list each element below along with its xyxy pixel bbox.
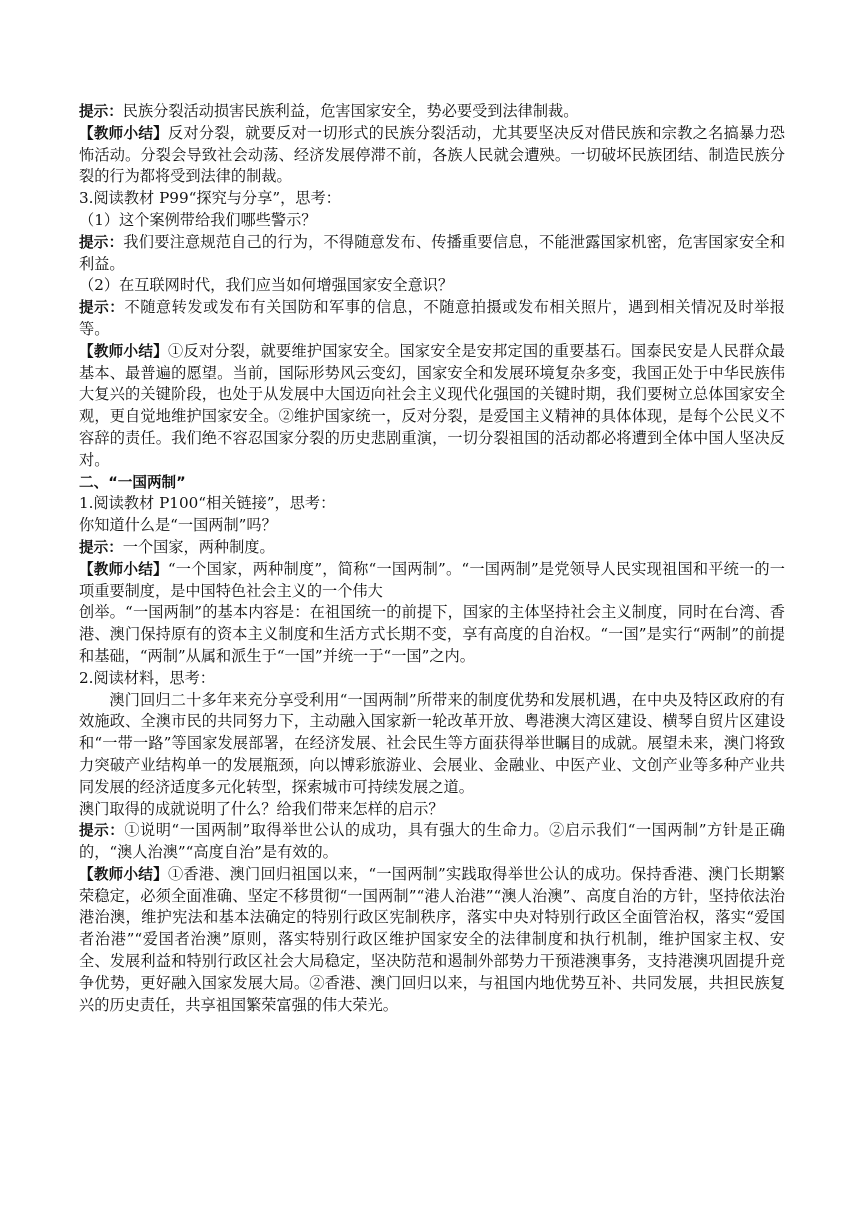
hint-text: 我们要注意规范自己的行为，不得随意发布、传播重要信息，不能泄露国家机密，危害国家安全和利益。: [79, 232, 785, 273]
question: 你知道什么是“一国两制”吗？: [79, 516, 277, 535]
hint-paragraph: [79, 537, 785, 559]
question: （1）这个案例带给我们哪些警示？: [79, 210, 317, 229]
hint-label: 提示：: [79, 233, 124, 251]
teacher-summary-paragraph: [79, 123, 785, 188]
teacher-summary-text: ①反对分裂，就要维护国家安全。国家安全是安邦定国的重要基石。国泰民安是人民群众最基本、最普遍的愿望。当前，国际形势风云变幻，国家安全和发展环境复杂多变，我国正处于中华民族伟大复兴的关键阶段，也处于从发展中大国迈向社会主义现代化强国的关键时期，我们要树立总体国家安全观，更自觉地维护国家安全。②维护国家统一，反对分裂，是爱国主义精神的具体体现，是每个公民义不容辞的责任。我们绝不容忍国家分裂的历史悲剧重演，一切分裂祖国的活动都必将遭到全体中国人坚决反对。: [79, 341, 785, 469]
teacher-summary-text: 反对分裂，就要反对一切形式的民族分裂活动，尤其要坚决反对借民族和宗教之名搞暴力恐怖活动。分裂会导致社会动荡、经济发展停滞不前，各族人民就会遭殃。一切破坏民族团结、制造民族分裂的行为都将受到法律的制裁。: [79, 123, 785, 186]
teacher-summary-label: 【教师小结】: [79, 865, 168, 883]
teacher-summary-label: 【教师小结】: [79, 342, 169, 360]
teacher-summary-paragraph: [79, 341, 785, 472]
hint-paragraph: [79, 232, 785, 276]
hint-text: 民族分裂活动损害民族利益，危害国家安全，势必要受到法律制裁。: [122, 102, 579, 120]
hint-text: ①说明“一国两制”取得举世公认的成功，具有强大的生命力。②启示我们“一国两制”方针是正确的，“澳人治澳”“高度自治”是有效的。: [79, 821, 785, 862]
question: （2）在互联网时代，我们应当如何增强国家安全意识？: [79, 276, 454, 295]
hint-paragraph: [79, 820, 785, 864]
hint-paragraph: [79, 297, 785, 341]
teacher-summary-label: 【教师小结】: [79, 124, 169, 142]
hint-label: 提示：: [79, 103, 123, 120]
hint-label: 提示：: [79, 538, 123, 556]
hint-paragraph: [79, 101, 785, 123]
hint-text: 一个国家，两种制度。: [122, 537, 275, 556]
reading-material: 澳门回归二十多年来充分享受利用“一国两制”所带来的制度优势和发展机遇，在中央及特区政府的有效施政、全澳市民的共同努力下，主动融入国家新一轮改革开放、粤港澳大湾区建设、横琴自贸片区建设和“一带一路”等国家发展部署，在经济发展、社会民生等方面获得举世瞩目的成就。展望未来，澳门将致力突破产业结构单一的发展瓶颈，向以博彩旅游业、会展业、金融业、中医产业、文创产业等多种产业共同发展的经济适度多元化转型，探索城市可持续发展之道。: [79, 690, 785, 796]
hint-text: 不随意转发或发布有关国防和军事的信息，不随意拍摄或发布相关照片，遇到相关情况及时举报等。: [79, 298, 785, 338]
teacher-summary-paragraph: [79, 864, 785, 1017]
teacher-summary-label: 【教师小结】: [79, 560, 168, 578]
reading-task: 1.阅读教材 P100“相关链接”，思考：: [79, 494, 336, 513]
section-heading: 二、“一国两制”: [79, 473, 186, 491]
reading-task: 3.阅读教材 P99“探究与分享”，思考：: [79, 189, 341, 208]
hint-label: 提示：: [79, 299, 125, 317]
body-paragraph: 创举。“一国两制”的基本内容是：在祖国统一的前提下，国家的主体坚持社会主义制度，同时在台湾、香港、澳门保持原有的资本主义制度和生活方式长期不变，享有高度的自治权。“一国”是实行“两制”的前提和基础，“两制”从属和派生于“一国”并统一于“一国”之内。: [79, 603, 785, 665]
teacher-summary-text: ①香港、澳门回归祖国以来，“一国两制”实践取得举世公认的成功。保持香港、澳门长期繁荣稳定，必须全面准确、坚定不移贯彻“一国两制”“港人治港”“澳人治澳”、高度自治的方针，坚持依法治港治澳，维护宪法和基本法确定的特别行政区宪制秩序，落实中央对特别行政区全面管治权，落实“爱国者治港”“爱国者治澳”原则，落实特别行政区维护国家安全的法律制度和执行机制，维护国家主权、安全、发展利益和特别行政区社会大局稳定，坚决防范和遏制外部势力干预港澳事务，支持港澳巩固提升竞争优势，更好融入国家发展大局。②香港、澳门回归以来，与祖国内地优势互补、共同发展，共担民族复兴的历史责任，共享祖国繁荣富强的伟大荣光。: [79, 864, 785, 1014]
teacher-summary-text: “一个国家，两种制度”，简称“一国两制”。“一国两制”是党领导人民实现祖国和平统一的一项重要制度，是中国特色社会主义的一个伟大: [79, 559, 785, 600]
document-page: [79, 101, 785, 1016]
hint-label: 提示：: [79, 822, 125, 840]
reading-task: 2.阅读材料，思考：: [79, 668, 215, 687]
teacher-summary-paragraph: [79, 559, 785, 603]
question: 澳门取得的成就说明了什么？给我们带来怎样的启示？: [79, 799, 444, 818]
